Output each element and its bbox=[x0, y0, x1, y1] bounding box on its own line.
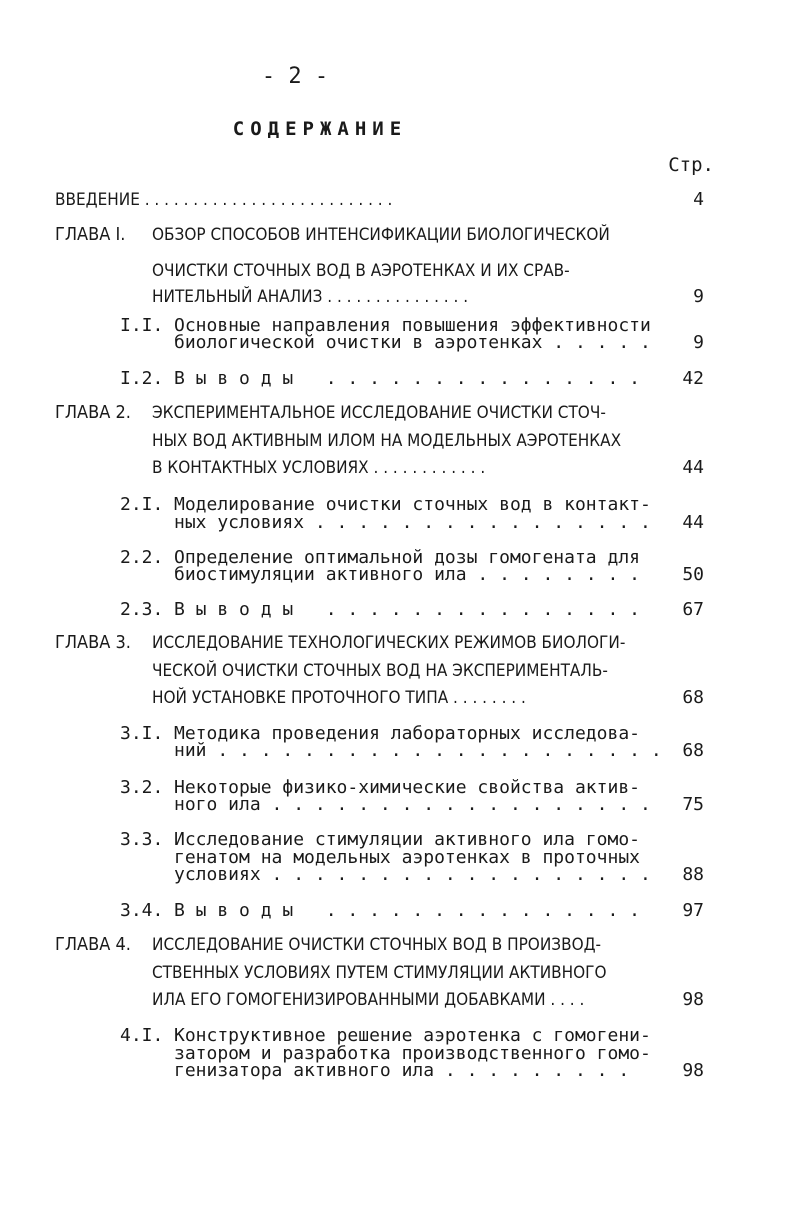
toc-entry-page: 88 bbox=[682, 864, 704, 885]
toc-entry-title-line: биологической очистки в аэротенках . . . . . bbox=[174, 332, 651, 353]
toc-entry-number: ГЛАВА 3. bbox=[55, 632, 131, 653]
page-number: - 2 - bbox=[261, 64, 329, 89]
toc-entry-title-line: ний . . . . . . . . . . . . . . . . . . . . . bbox=[174, 740, 662, 761]
toc-entry-title-line: В ы в о д ы . . . . . . . . . . . . . . . bbox=[174, 900, 640, 921]
toc-entry-number: 3.3. bbox=[120, 829, 164, 850]
toc-entry-title-line: Некоторые физико-химические свойства актив- bbox=[174, 777, 640, 798]
toc-entry-page: 75 bbox=[682, 794, 704, 815]
toc-entry-page: 4 bbox=[693, 189, 704, 210]
toc-entry-number: I.I. bbox=[120, 315, 164, 336]
page-column-label: Стр. bbox=[668, 154, 714, 176]
toc-entry-title-line: НЫХ ВОД АКТИВНЫМ ИЛОМ НА МОДЕЛЬНЫХ АЭРОТЕНКАХ bbox=[152, 431, 622, 451]
toc-entry-title-line: ного ила . . . . . . . . . . . . . . . . . . bbox=[174, 794, 651, 815]
toc-entry-title-line: СТВЕННЫХ УСЛОВИЯХ ПУТЕМ СТИМУЛЯЦИИ АКТИВНОГО bbox=[152, 963, 607, 983]
toc-entry-page: 68 bbox=[682, 740, 704, 761]
toc-entry-page: 67 bbox=[682, 599, 704, 620]
toc-entry-title-line: ОЧИСТКИ СТОЧНЫХ ВОД В АЭРОТЕНКАХ И ИХ СРАВ- bbox=[152, 261, 570, 281]
toc-entry-title-line: ЧЕСКОЙ ОЧИСТКИ СТОЧНЫХ ВОД НА ЭКСПЕРИМЕНТАЛЬ- bbox=[152, 661, 608, 681]
toc-entry-title-line: В КОНТАКТНЫХ УСЛОВИЯХ . . . . . . . . . . . . bbox=[152, 458, 486, 478]
toc-entry-number: 2.I. bbox=[120, 494, 164, 515]
toc-entry-title-line: Основные направления повышения эффективности bbox=[174, 315, 651, 336]
toc-entry-page: 42 bbox=[682, 368, 704, 389]
toc-entry-title-line: генизатора активного ила . . . . . . . . . bbox=[174, 1060, 630, 1081]
toc-entry-number: 3.4. bbox=[120, 900, 164, 921]
toc-entry-number: I.2. bbox=[120, 368, 164, 389]
toc-entry-title-line: ных условиях . . . . . . . . . . . . . . . . bbox=[174, 512, 651, 533]
toc-entry-title-line: генатом на модельных аэротенках в проточных bbox=[174, 847, 640, 868]
toc-entry-number: 3.I. bbox=[120, 723, 164, 744]
toc-entry-title-line: В ы в о д ы . . . . . . . . . . . . . . . bbox=[174, 599, 640, 620]
toc-entry-page: 98 bbox=[682, 989, 704, 1010]
toc-entry-page: 98 bbox=[682, 1060, 704, 1081]
toc-entry-number: 3.2. bbox=[120, 777, 164, 798]
toc-entry-number: 2.2. bbox=[120, 547, 164, 568]
toc-entry-number: ГЛАВА I. bbox=[55, 224, 126, 245]
toc-entry-title-line: Конструктивное решение аэротенка с гомогени- bbox=[174, 1025, 651, 1046]
toc-entry-number: 4.I. bbox=[120, 1025, 164, 1046]
toc-entry-title-line: В ы в о д ы . . . . . . . . . . . . . . . bbox=[174, 368, 640, 389]
toc-entry-title-line: Методика проведения лабораторных исследова- bbox=[174, 723, 640, 744]
toc-entry-title-line: НОЙ УСТАНОВКЕ ПРОТОЧНОГО ТИПА . . . . . . . . bbox=[152, 688, 526, 708]
toc-entry-number: ГЛАВА 2. bbox=[55, 402, 131, 423]
toc-entry-page: 9 bbox=[693, 286, 704, 307]
toc-entry-title-line: Моделирование очистки сточных вод в контакт- bbox=[174, 494, 651, 515]
toc-entry-title-line: биостимуляции активного ила . . . . . . . . bbox=[174, 564, 640, 585]
toc-entry-title-line: ИССЛЕДОВАНИЕ ОЧИСТКИ СТОЧНЫХ ВОД В ПРОИЗВОД- bbox=[152, 935, 602, 955]
toc-entry-page: 50 bbox=[682, 564, 704, 585]
toc-entry-page: 9 bbox=[693, 332, 704, 353]
toc-entry-page: 97 bbox=[682, 900, 704, 921]
toc-entry-title-line: Определение оптимальной дозы гомогената для bbox=[174, 547, 640, 568]
toc-entry-title-line: ВВЕДЕНИЕ . . . . . . . . . . . . . . . . . . . . . . . . . . bbox=[55, 190, 393, 210]
toc-heading: СОДЕРЖАНИЕ bbox=[232, 118, 408, 140]
toc-entry-title-line: Исследование стимуляции активного ила гомо- bbox=[174, 829, 640, 850]
toc-entry-page: 44 bbox=[682, 512, 704, 533]
toc-entry-title-line: ИЛА ЕГО ГОМОГЕНИЗИРОВАННЫМИ ДОБАВКАМИ . . . . bbox=[152, 990, 585, 1010]
toc-entry-title-line: НИТЕЛЬНЫЙ АНАЛИЗ . . . . . . . . . . . . . . . bbox=[152, 287, 469, 307]
toc-entry-page: 68 bbox=[682, 687, 704, 708]
toc-entry-title-line: ЭКСПЕРИМЕНТАЛЬНОЕ ИССЛЕДОВАНИЕ ОЧИСТКИ СТОЧ- bbox=[152, 403, 606, 423]
toc-entry-page: 44 bbox=[682, 457, 704, 478]
toc-entry-title-line: условиях . . . . . . . . . . . . . . . . . . bbox=[174, 864, 651, 885]
toc-entry-title-line: ИССЛЕДОВАНИЕ ТЕХНОЛОГИЧЕСКИХ РЕЖИМОВ БИОЛОГИ- bbox=[152, 633, 626, 653]
toc-entry-number: 2.3. bbox=[120, 599, 164, 620]
toc-entry-title-line: ОБЗОР СПОСОБОВ ИНТЕНСИФИКАЦИИ БИОЛОГИЧЕСКОЙ bbox=[152, 225, 610, 245]
toc-entry-number: ГЛАВА 4. bbox=[55, 934, 131, 955]
toc-entry-title-line: затором и разработка производственного гомо- bbox=[174, 1043, 651, 1064]
